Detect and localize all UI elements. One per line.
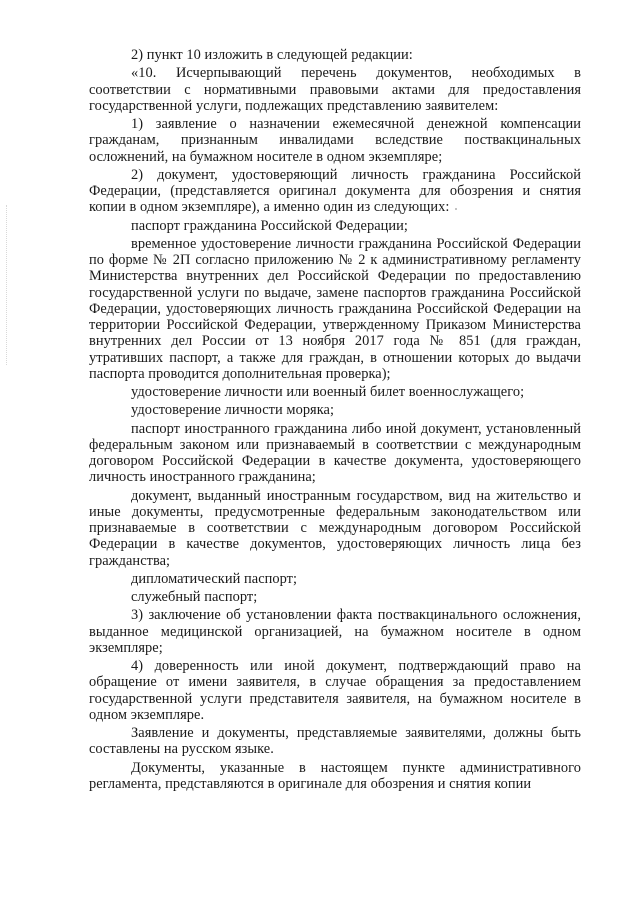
paragraph-originals: Документы, указанные в настоящем пункте административного регламента, представляются в оригинале для обозрения и снятия копии	[89, 759, 581, 792]
paragraph-item-3: 3) заключение об установлении факта поствакцинального осложнения, выданное медицинской организацией, на бумажном носителе в одном экземпляре;	[89, 607, 581, 656]
paragraph-clause-10: «10. Исчерпывающий перечень документов, необходимых в соответствии с нормативными правовыми актами для предоставления государственной услуги, подлежащих представлению заявителем:	[89, 65, 581, 114]
paragraph-diplomatic-passport: дипломатический паспорт;	[131, 570, 298, 587]
paragraph-military-id: удостоверение личности или военный билет военнослужащего;	[131, 384, 525, 400]
document-body	[89, 47, 581, 794]
paragraph-service-passport: служебный паспорт;	[131, 589, 258, 605]
paragraph-temporary-id: временное удостоверение личности гражданина Российской Федерации по форме № 2П согласно приложению № 2 к административному регламенту Министерства внутренних дел Российской Федерации по предоставлению государственной услуги по выдаче, замене паспортов гражданина Российской Федерации, удостоверяющих личность гражданина Российской Федерации на территории Российской Федерации, утвержденному Приказом Министерства внутренних дел России от 13 ноября 2017 года № 851 (для граждан, утративших паспорт, а также для граждан, в отношении которых до выдачи паспорта проводится дополнительная проверка);	[89, 235, 581, 382]
paragraph-item-4: 4) доверенность или иной документ, подтверждающий право на обращение от имени заявителя, в случае обращения за предоставлением государственной услуги представителя заявителя, на бумажном носителе в одном экземпляре.	[89, 658, 581, 723]
paragraph-seaman-id: удостоверение личности моряка;	[131, 402, 335, 419]
paragraph-foreign-passport: паспорт иностранного гражданина либо иной документ, установленный федеральным законом или признаваемый в соответствии с международным договором Российской Федерации в качестве документа, удостоверяющего личность иностранного гражданина;	[89, 420, 581, 486]
scan-margin-mark	[6, 205, 15, 365]
paragraph-item-2: 2) документ, удостоверяющий личность гражданина Российской Федерации, (представляется оригинал документа для обозрения и снятия копии в одном экземпляре), а именно один из следующих:	[89, 166, 581, 216]
paragraph-passport-rf: паспорт гражданина Российской Федерации;	[131, 217, 408, 234]
paragraph-residence-permit: документ, выданный иностранным государством, вид на жительство и иные документы, предусмотренные федеральным законодательством или признаваемые в соответствии с международным договором Российской Федерации в качестве документов, удостоверяющих личность лица без гражданства;	[89, 487, 581, 569]
paragraph-item-2-intro: 2) пункт 10 изложить в следующей редакции:	[131, 47, 413, 63]
paragraph-item-1: 1) заявление о назначении ежемесячной денежной компенсации гражданам, признанным инвалидами вследствие поствакцинальных осложнений, на бумажном носителе в одном экземпляре;	[89, 116, 581, 165]
paragraph-language: Заявление и документы, представляемые заявителями, должны быть составлены на русском языке.	[89, 725, 581, 758]
